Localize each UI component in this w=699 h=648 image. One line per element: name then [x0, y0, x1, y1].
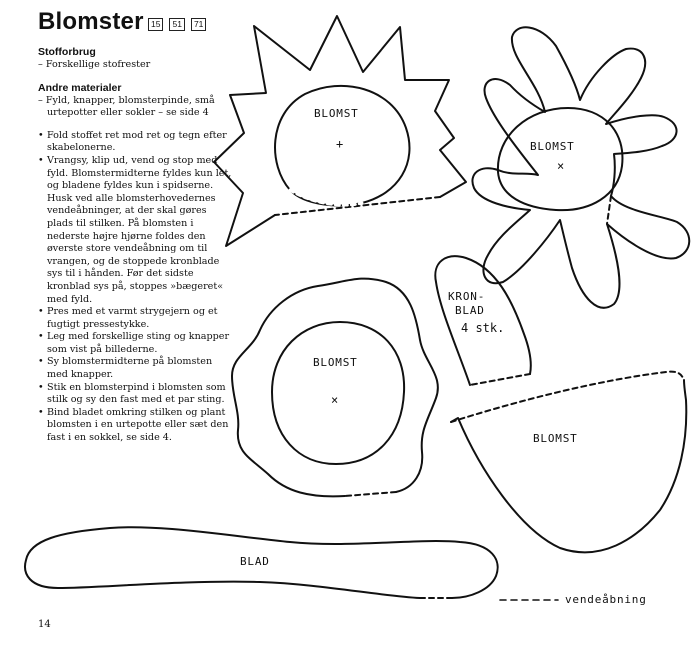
- instruction-item: • Leg med forskellige sting og knapper som vist på billederne.: [38, 331, 234, 356]
- materials-heading: Stofforbrug: [38, 46, 96, 58]
- center-mark: ×: [557, 159, 565, 173]
- petal-count: 4 stk.: [461, 321, 505, 335]
- daisy-template: [472, 27, 689, 307]
- petal-template: [435, 256, 530, 385]
- petal-label-line1: KRON-: [448, 290, 486, 303]
- cup-outline: [451, 380, 686, 552]
- leaf-template: [25, 527, 498, 598]
- center-mark: +: [336, 137, 344, 151]
- instruction-item: • Fold stoffet ret mod ret og tegn efter skabelonerne.: [38, 130, 234, 155]
- instruction-item: • Vrangsy, klip ud, vend og stop med fyld. Blomstermidterne fyldes kun let, og bladene fyldes kun i spidserne. Husk ved alle blomsterhovedernes vendeåbninger, at der skal gøres plads til stilken. På blomsten i nederste højre hjørne foldes den øverste store vendeåbning om til vrangen, og de stoppede kronblade sys til i hånden. Før det sidste kronblad sys på, stoppes »bægeret« med fyld.: [38, 155, 234, 306]
- wavy-flower-label: BLOMST: [313, 356, 358, 369]
- page-ref: 15: [148, 18, 163, 31]
- daisy-label: BLOMST: [530, 140, 575, 153]
- cup-label: BLOMST: [533, 432, 578, 445]
- leaf-label: BLAD: [240, 555, 270, 568]
- wavy-opening-edge: [345, 492, 396, 496]
- cup-opening-edge: [451, 372, 684, 422]
- other-materials-line: – Fyld, knapper, blomsterpinde, små urtepotter eller sokler – se side 4: [38, 94, 215, 119]
- page-number: 14: [38, 619, 51, 630]
- materials-line: – Forskellige stofrester: [38, 59, 151, 70]
- star-flower-template: [214, 16, 466, 246]
- star-outline: [214, 16, 466, 246]
- instruction-item: • Sy blomstermidterne på blomsten med knapper.: [38, 356, 234, 381]
- instruction-item: • Pres med et varmt strygejern og et fugtigt pressestykke.: [38, 306, 234, 331]
- legend-label: vendeåbning: [565, 593, 647, 606]
- page-ref: 71: [191, 18, 206, 31]
- petal-label-line2: BLAD: [455, 304, 485, 317]
- instruction-item: • Stik en blomsterpind i blomsten som stilk og sy den fast med et par sting.: [38, 382, 234, 407]
- petal-opening-edge: [470, 374, 530, 385]
- page-title: Blomster: [38, 8, 144, 35]
- star-opening-edge: [275, 197, 440, 215]
- instruction-item: • Bind bladet omkring stilken og plant blomsten i en urtepotte eller sæt den fast i en sokkel, se side 4.: [38, 407, 234, 445]
- cup-template: [451, 372, 686, 553]
- daisy-opening-edge: [607, 196, 611, 224]
- daisy-outline: [472, 27, 689, 307]
- page-ref: 51: [169, 18, 184, 31]
- wavy-flower-template: [232, 279, 438, 497]
- center-mark: ×: [331, 393, 339, 407]
- star-flower-label: BLOMST: [314, 107, 359, 120]
- legend: [500, 593, 647, 606]
- other-materials-heading: Andre materialer: [38, 81, 122, 94]
